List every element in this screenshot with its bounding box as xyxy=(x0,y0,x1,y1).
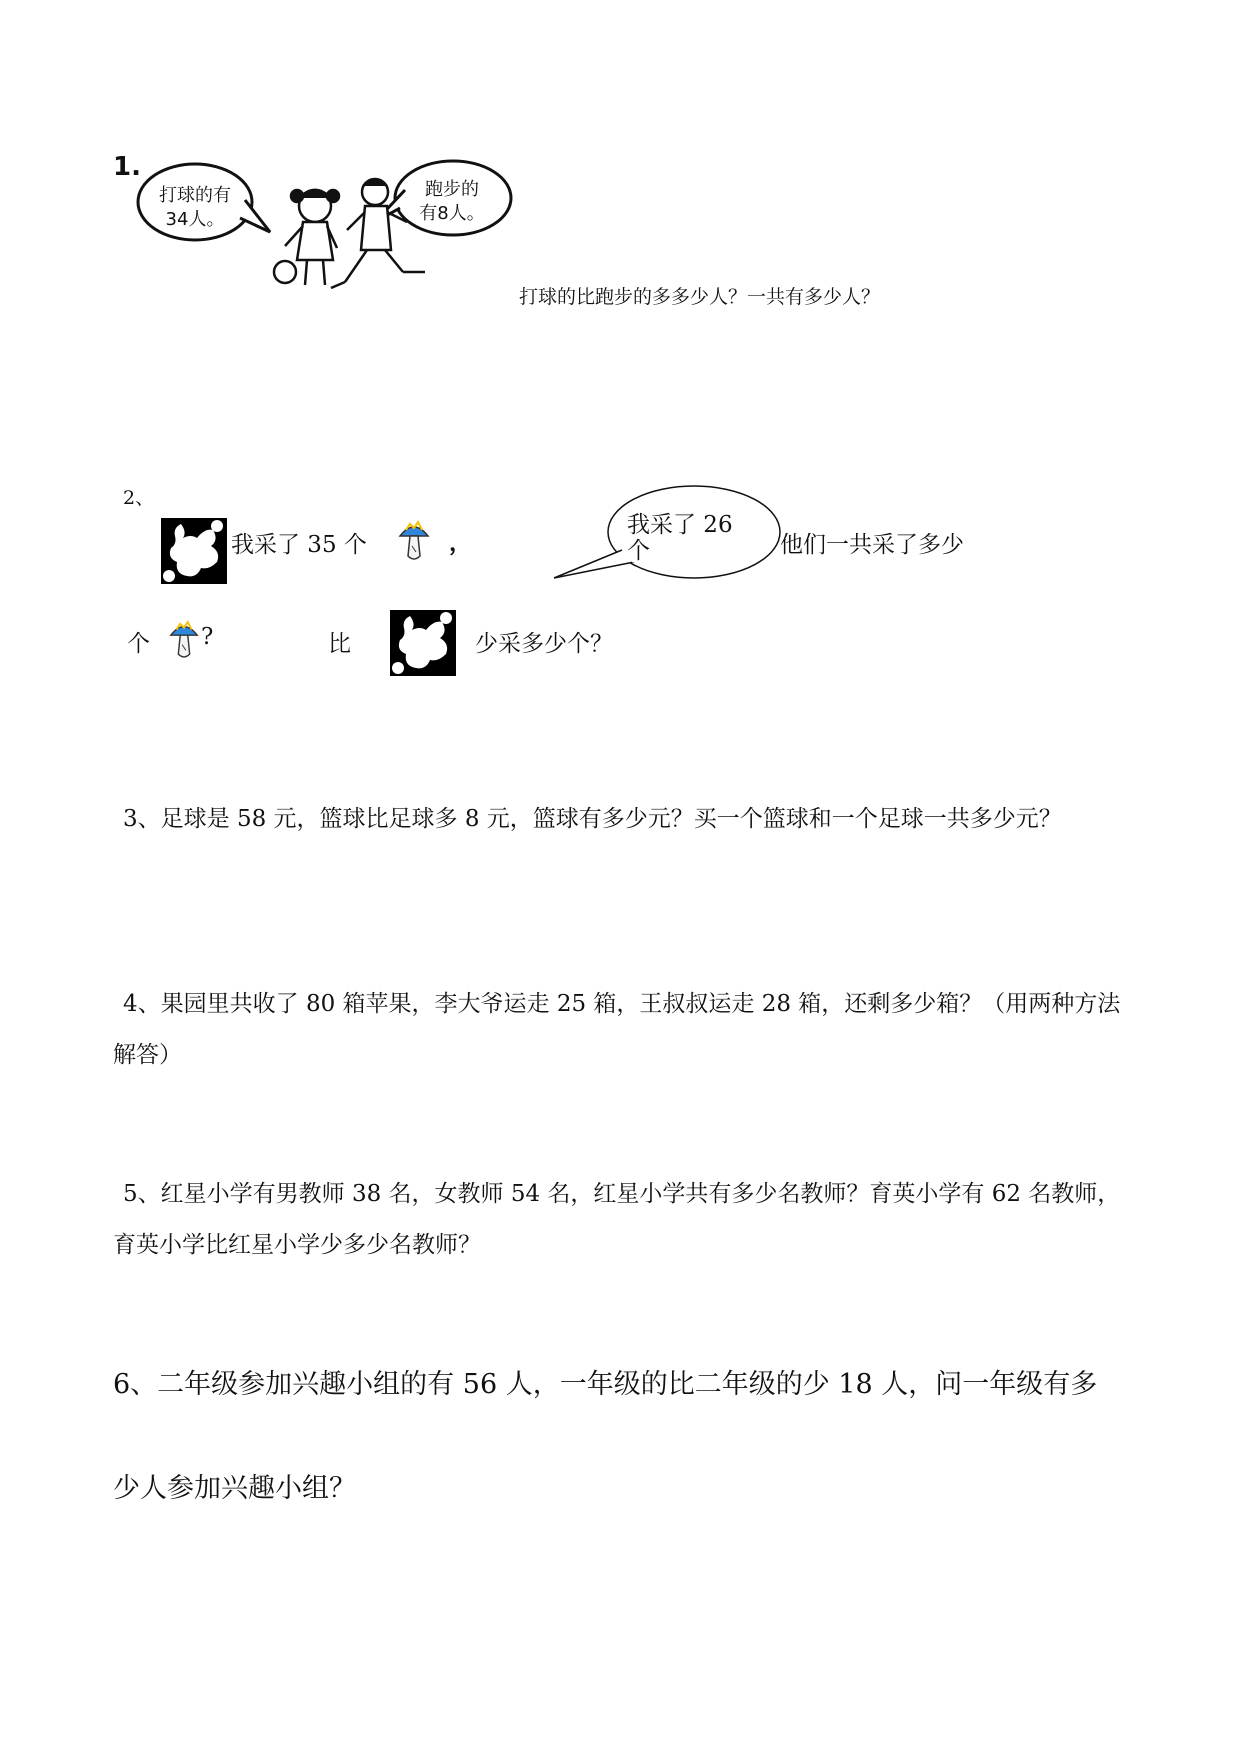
mushroom-icon xyxy=(396,518,432,562)
q2-line1-part-a: 我采了 35 个 xyxy=(231,532,367,558)
bear-silhouette-icon xyxy=(161,518,227,584)
q5-line2: 育英小学比红星小学少多少名教师？ xyxy=(113,1232,481,1258)
bear-silhouette-icon xyxy=(390,610,456,676)
q1-question-text: 打球的比跑步的多多少人？一共有多少人？ xyxy=(519,286,881,308)
q1-right-bubble-line1: 跑步的 xyxy=(425,179,479,200)
q1-right-bubble-line2: 有8人。 xyxy=(419,203,485,224)
q2-speech-line2: 个 xyxy=(627,538,650,564)
q2-line2-question-mark: ? xyxy=(201,624,214,650)
q2-line1-part-b: 他们一共采了多少 xyxy=(780,532,964,558)
q5-line1: 5、红星小学有男教师 38 名，女教师 54 名，红星小学共有多少名教师？育英小学有 62 名教师， xyxy=(123,1181,1121,1207)
girl-figure xyxy=(274,190,339,285)
q2-comma: ， xyxy=(449,529,472,556)
q1-left-bubble-line1: 打球的有 xyxy=(159,185,231,206)
q2-number: 2、 xyxy=(123,487,155,509)
q2-line2-part-b: 比 xyxy=(328,631,351,657)
q4-line2: 解答） xyxy=(113,1042,182,1068)
q4-line1: 4、果园里共收了 80 箱苹果，李大爷运走 25 箱，王叔叔运走 28 箱，还剩多少箱？（用两种方法 xyxy=(123,991,1121,1017)
q2-line2-part-a: 个 xyxy=(127,631,150,657)
q6-line1: 6、二年级参加兴趣小组的有 56 人，一年级的比二年级的少 18 人，问一年级有多 xyxy=(113,1369,1098,1400)
q2-line2-part-c: 少采多少个？ xyxy=(475,631,613,657)
q1-left-bubble-line2: 34人。 xyxy=(165,209,225,230)
q3-text: 3、足球是 58 元，篮球比足球多 8 元，篮球有多少元？买一个篮球和一个足球一共多少元？ xyxy=(123,806,1062,832)
q1-number: 1. xyxy=(113,152,141,182)
mushroom-icon xyxy=(167,618,201,660)
q6-line2: 少人参加兴趣小组？ xyxy=(113,1473,356,1504)
q2-speech-line1: 我采了 26 xyxy=(627,512,733,538)
